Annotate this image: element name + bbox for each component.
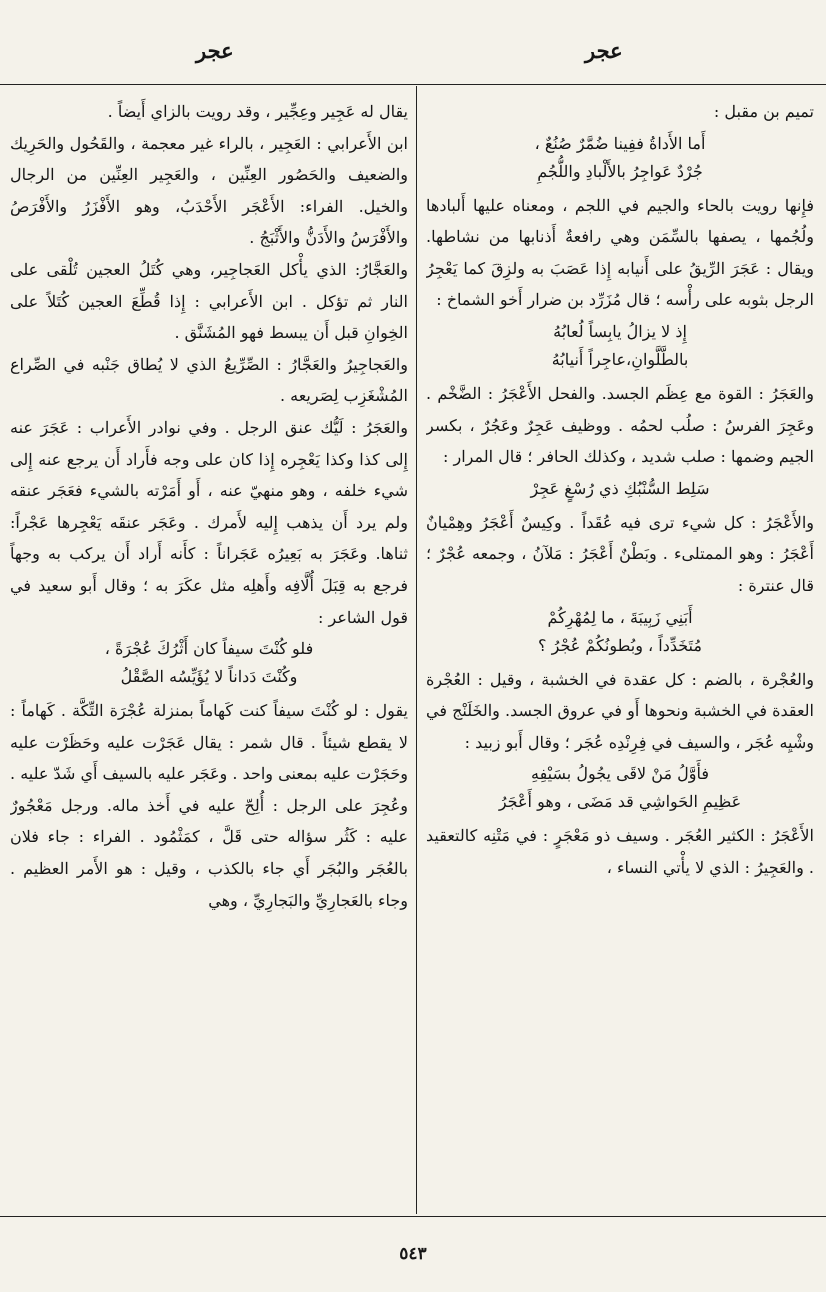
verse-line: بالطَّلَّوانِ،عاجِراً أَنيابُهُ	[551, 349, 689, 369]
verse-line: فأَوَّلُ مَنْ لاقَى يجُولُ بسَيْفِهِ	[531, 764, 709, 784]
right-column	[426, 96, 814, 1210]
running-header-right: عجر	[585, 38, 623, 63]
paragraph: فإِنها رويت بالحاء والجيم في اللجم ، ومعناه عليها أَلبادها ولُجُمها ، يصفها بالسِّمَن وهي رافعةٌ أَذنابها من نشاطها. ويقال : عَجَرَ الرِّيقُ على أَنيابه إِذا عَصَبَ به ولزِقَ كما يَعْجِرُ الرجل بثوبه على رأْسه ؛ قال مُزَرِّد بن ضرار أَخو الشماخ :	[426, 195, 814, 310]
verse	[426, 604, 814, 660]
paragraph: والعَجَّارُ: الذي يأْكل العَجاجِير، وهي كُتَلُ العجين تُلْقى على النار ثم تؤكل . ابن الأَعرابي : إِذا قُطِّعَ العجين كُتَلاً على الخِوانِ قبل أَن يبسط فهو المُشَنَّق .	[10, 259, 408, 343]
running-header-left: عجر	[196, 38, 234, 63]
paragraph: والعَجَرُ : القوة مع عِظَم الجسد. والفحل الأَعْجَرُ : الضَّخْم . وعَجِرَ الفرسُ : صلُب لحمُه . ووظيف عَجِرٌ وعَجُرٌ ، بكسر الجيم وضمها : صلب شديد ، وكذلك الحافر ؛ قال المرار :	[426, 383, 814, 467]
paragraph: تميم بن مقبل :	[713, 102, 814, 121]
verse-line: أَما الأَداةُ ففِينا ضُمَّرٌ صُنُعٌ ،	[534, 133, 706, 153]
header-rule	[0, 84, 826, 85]
verse	[426, 318, 814, 374]
verse-line: مُتَخَدِّداً ، وبُطونُكُمْ عُجْرُ ؟	[538, 635, 702, 655]
verse-line: فلو كُنْتَ سيفاً كان أَثْرُكَ عُجْرَةً ،	[104, 639, 314, 659]
verse	[426, 760, 814, 816]
verse-line: سَلِط السُّنْبُكِ ذي رُسْغٍ عَجِرْ	[530, 478, 710, 498]
column-divider	[416, 86, 417, 1214]
paragraph: يقول : لو كُنْتَ سيفاً كنت كَهاماً بمنزلة عُجْرَة التِّكَّة . كَهاماً : لا يقطع شيئاً . قال شمر : يقال عَجَرْت عليه وحَظَرْت عليه وحَجَرْت عليه بمعنى واحد . وعَجَر عليه بالسيف أَي شَدّ عليه . وعُجِرَ على الرجل : أُلِحّ عليه في أَخذ ماله. ورجل مَعْجُورٌ عليه : كَثُر سؤاله حتى قَلَّ ، كمَثْمُود . الفراء : جاء فلان بالعُجَر والبُجَر أَي جاء بالكذب ، وقيل : هو الأَمر العظيم . وجاء بالعَجارِيِّ والبَجارِيِّ ، وهي	[10, 701, 408, 910]
paragraph: الأَعْجَرُ : الكثير العُجَر . وسيف ذو مَعْجَرٍ : في مَتْنِه كالتعقيد . والعَجِيرُ : الذي لا يأْتي النساء ،	[426, 826, 814, 877]
verse-line: وكُنْتَ دَداناً لا يُؤَيِّسُه الصَّقْلُ	[120, 667, 298, 687]
verse-line: عَظِيمِ الحَواشِي قد مَضَى ، وهو أَعْجَرُ	[498, 792, 742, 812]
verse-line: إِذ لا يزالُ يابِساً لُعابُهُ	[553, 321, 687, 341]
paragraph: والعُجْرة ، بالضم : كل عقدة في الخشبة ، وقيل : العُجْرة العقدة في الخشبة ونحوها أَو في عروق الجسد. والخَلَنْج في وشْيِه عُجَر ، والسيف في فِرِنْدِه عُجَر ؛ وقال أَبو زبيد :	[426, 669, 814, 752]
verse	[426, 130, 814, 186]
verse	[10, 635, 408, 691]
paragraph: والعَجَرُ : لَيُّك عنق الرجل . وفي نوادر الأَعراب : عَجَرَ عنه إِلى كذا وكذا يَعْجِره إِذا كان على وجه فأَراد أَن يرجع عنه إِلى شيء خلفه ، وهو منهيّ عنه ، أَو أَمَرْته بالشيء فعَجَر عنقه ولم يرد أَن يذهب إِليه لأَمرك . وعَجَر عنقَه يَعْجِرها عَجْراً: ثناها. وعَجَرَ به بَعِيرُه عَجَراناً : كأَنه أَراد أَن يركب به وجهاً فرجع به قِبَلَ أُلَّافِه وأَهلِه مثل عكَرَ به ؛ وقال أَبو سعيد في قول الشاعر :	[10, 417, 408, 627]
footer-rule	[0, 1216, 826, 1217]
verse	[426, 475, 814, 503]
left-column	[10, 96, 408, 1210]
paragraph: والأَعْجَرُ : كل شيء ترى فيه عُقَداً . وكِيسٌ أَعْجَرُ وهِمْيانٌ أَعْجَرُ : وهو الممتلىء . وبَطْنٌ أَعْجَرُ : مَلآنُ ، وجمعه عُجْرٌ ؛ قال عنترة :	[426, 512, 814, 595]
paragraph: والعَجاجِيرُ والعَجَّارُ : الصِّرِّيعُ الذي لا يُطاق جَنْبه في الصِّراع المُشْغَزِب لِصَريعه .	[10, 354, 408, 406]
paragraph: ابن الأَعرابي : العَجِير ، بالراء غير معجمة ، والقَحُول والحَرِيك والضعيف والحَصُور العِنِّين ، والعَجِير العِنِّين من الرجال والخيل. الفراء: الأَعْجَر الأَحْدَبُ، وهو الأَفْزَرُ والأَفْرَصُ والأَفْرَسُ والأَدَنُّ والأَثْبَجُ .	[10, 133, 408, 248]
verse-line: جُرْدٌ عَواجِرُ بالأَلْبادِ واللُّجُمِ	[537, 161, 703, 181]
page-number: ٥٤٣	[399, 1244, 427, 1264]
paragraph: يقال له عَجِير وعِجِّير ، وقد رويت بالزاي أَيضاً .	[107, 102, 408, 121]
verse-line: أَبَنِي زَبِيبَةَ ، ما لِمُهْرِكُمْ	[547, 607, 693, 627]
